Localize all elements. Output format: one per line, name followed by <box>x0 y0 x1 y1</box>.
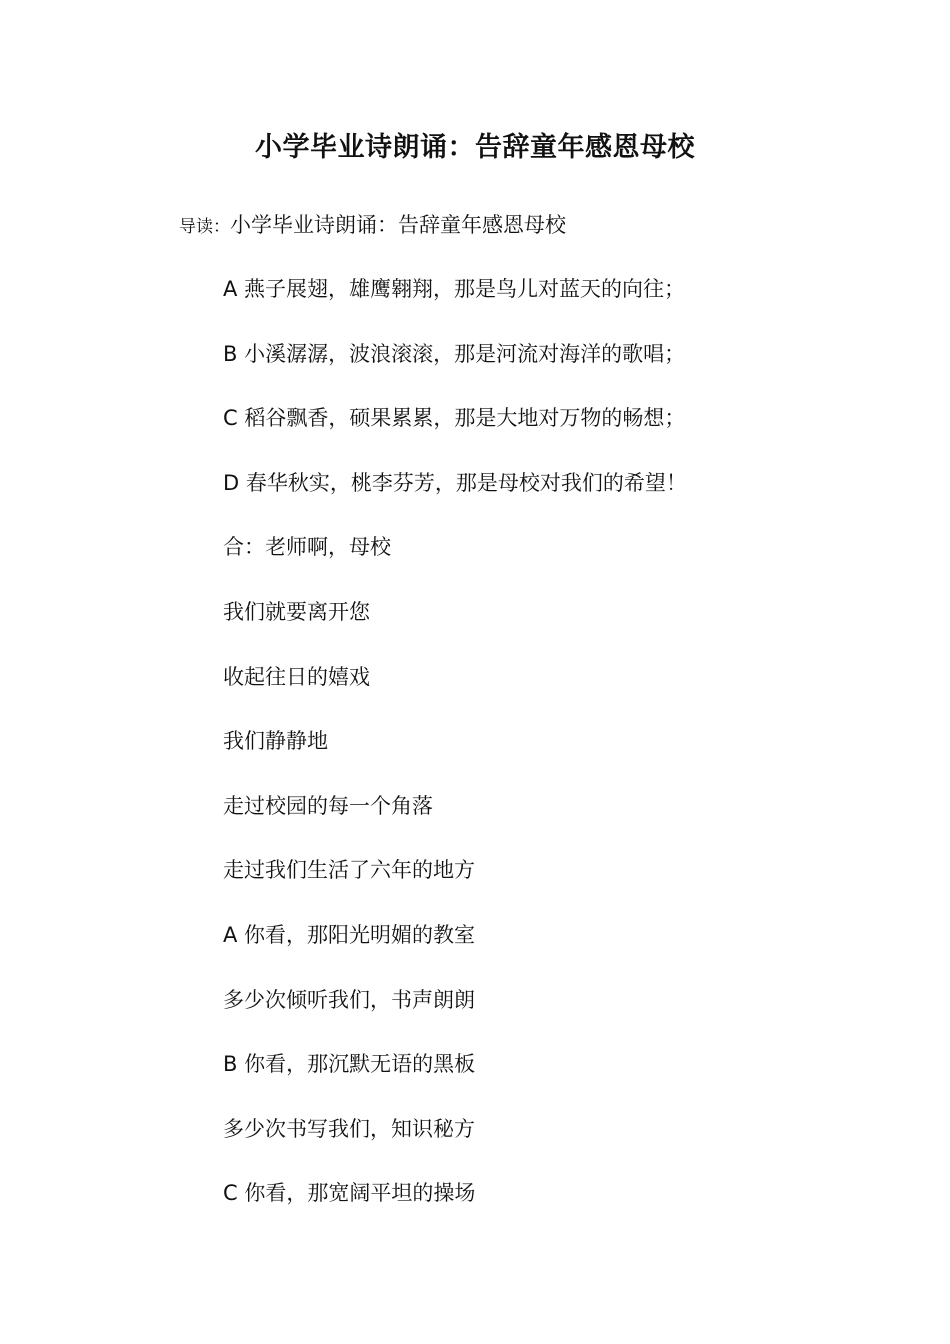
intro-line <box>179 208 566 244</box>
poem-line: B 你看，那沉默无语的黑板 <box>223 1052 476 1077</box>
poem-line: D 春华秋实，桃李芬芳，那是母校对我们的希望！ <box>223 470 687 495</box>
poem-line: 合：老师啊，母校 <box>223 535 391 560</box>
poem-line: 走过我们生活了六年的地方 <box>223 858 475 883</box>
poem-line: 走过校园的每一个角落 <box>223 793 433 818</box>
poem-line: A 你看，那阳光明媚的教室 <box>223 922 476 947</box>
poem-line: 多少次倾听我们，书声朗朗 <box>223 987 475 1012</box>
poem-line: 多少次书写我们，知识秘方 <box>223 1116 475 1141</box>
poem-body <box>223 272 923 1241</box>
poem-line: 我们就要离开您 <box>223 599 370 624</box>
intro-text: 小学毕业诗朗诵：告辞童年感恩母校 <box>230 213 566 237</box>
intro-label: 导读： <box>179 217 230 237</box>
poem-line: 收起往日的嬉戏 <box>223 664 370 689</box>
poem-line: 我们静静地 <box>223 729 328 754</box>
poem-line: C 你看，那宽阔平坦的操场 <box>223 1181 476 1206</box>
poem-line: B 小溪潺潺，波浪滚滚，那是河流对海洋的歌唱； <box>223 341 686 366</box>
document-title: 小学毕业诗朗诵：告辞童年感恩母校 <box>255 132 695 163</box>
poem-line: A 燕子展翅，雄鹰翱翔，那是鸟儿对蓝天的向往； <box>223 277 686 301</box>
poem-line: C 稻谷飘香，硕果累累，那是大地对万物的畅想； <box>223 406 686 431</box>
